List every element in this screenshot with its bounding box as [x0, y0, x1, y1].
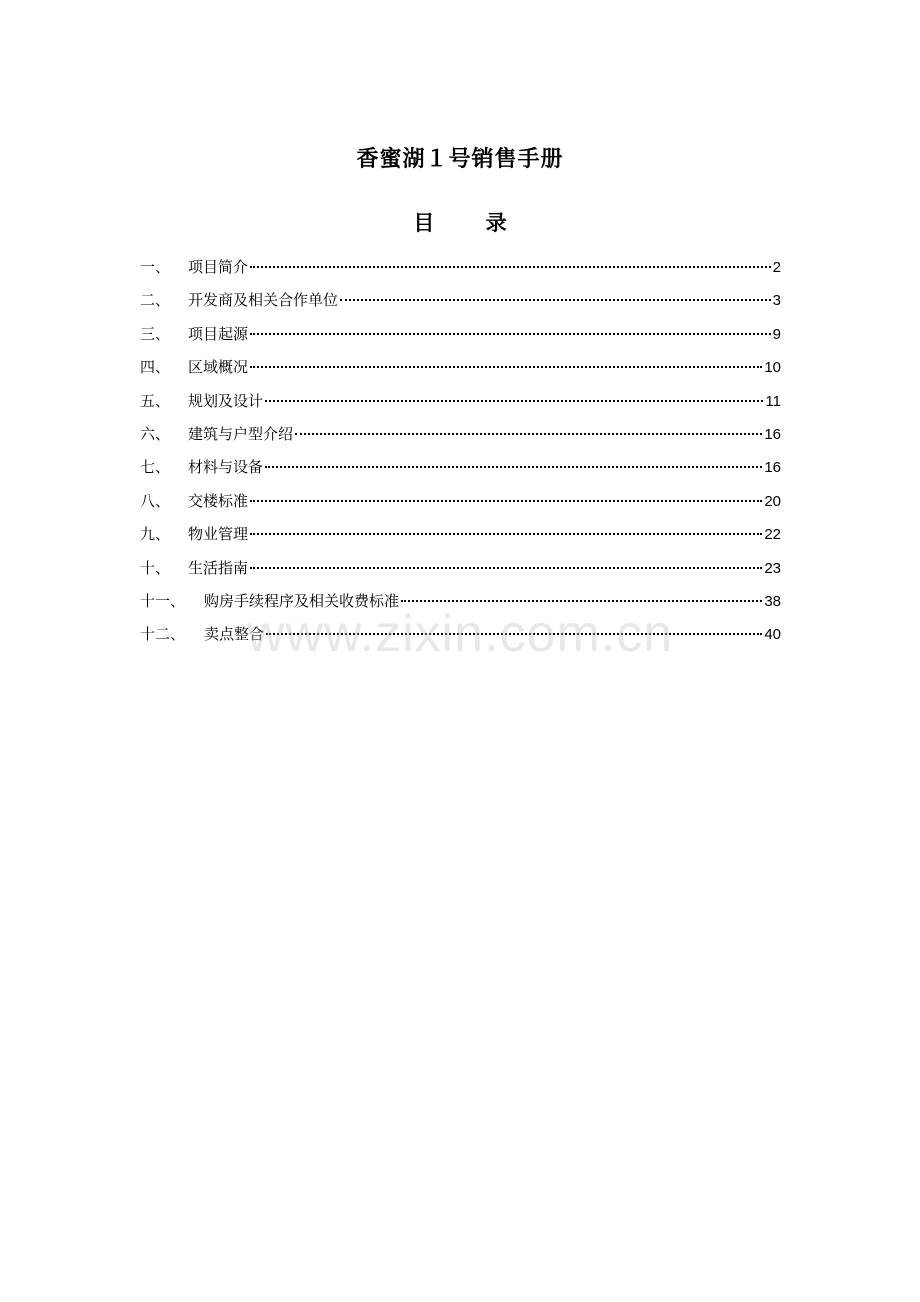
toc-entry-number: 十二、 — [140, 625, 186, 644]
toc-heading: 目 录 — [413, 211, 529, 235]
toc-leader-dots — [250, 266, 771, 268]
toc-entry-page: 10 — [764, 359, 781, 377]
toc-leader-dots — [401, 600, 762, 602]
toc-entry-title: 交楼标准 — [188, 491, 249, 510]
toc-entry[interactable] — [140, 452, 781, 485]
toc-entry[interactable] — [140, 519, 781, 552]
toc-entry[interactable] — [140, 252, 781, 285]
toc-leader-dots — [250, 567, 762, 569]
toc-leader-dots — [250, 333, 771, 335]
toc-entry-number: 九、 — [140, 525, 171, 544]
toc-entry-title: 项目起源 — [188, 324, 249, 343]
toc-entry-number: 八、 — [140, 491, 171, 510]
toc-entry-page: 38 — [764, 592, 781, 610]
toc-entry-page: 16 — [764, 425, 781, 443]
toc-entry-page: 20 — [764, 492, 781, 510]
toc-leader-dots — [340, 299, 771, 301]
toc-entry[interactable] — [140, 285, 781, 318]
toc-entry[interactable] — [140, 553, 781, 586]
toc-leader-dots — [250, 533, 762, 535]
toc-entry-title: 建筑与户型介绍 — [188, 424, 294, 443]
toc-entry-number: 四、 — [140, 358, 171, 377]
toc-leader-dots — [295, 433, 762, 435]
toc-leader-dots — [266, 633, 762, 635]
toc-leader-dots — [250, 366, 762, 368]
toc-entry-page: 16 — [764, 459, 781, 477]
toc-entry-page: 2 — [772, 259, 781, 276]
toc-entry-title: 购房手续程序及相关收费标准 — [204, 591, 400, 610]
toc-leader-dots — [265, 400, 763, 402]
table-of-contents — [140, 252, 781, 653]
toc-entry-number: 十一、 — [140, 591, 186, 610]
toc-leader-dots — [265, 466, 762, 468]
toc-entry[interactable] — [140, 386, 781, 419]
toc-entry-page: 23 — [764, 559, 781, 577]
toc-entry-number: 七、 — [140, 458, 171, 477]
toc-entry-page: 9 — [772, 325, 781, 343]
toc-entry-number: 三、 — [140, 324, 171, 343]
toc-entry[interactable] — [140, 486, 781, 519]
toc-entry-title: 物业管理 — [188, 525, 249, 544]
toc-entry[interactable] — [140, 419, 781, 452]
toc-entry-page: 22 — [764, 526, 781, 544]
toc-entry-title: 项目简介 — [188, 258, 249, 276]
toc-entry-number: 六、 — [140, 424, 171, 443]
toc-entry-number: 十、 — [140, 558, 171, 577]
toc-entry[interactable] — [140, 319, 781, 352]
toc-entry-page: 3 — [772, 292, 781, 310]
toc-entry[interactable] — [140, 586, 781, 619]
toc-entry-title: 区域概况 — [188, 358, 249, 377]
toc-entry-number: 二、 — [140, 291, 171, 310]
toc-leader-dots — [250, 500, 762, 502]
toc-entry-page: 11 — [765, 392, 781, 410]
toc-entry-number: 五、 — [140, 391, 171, 410]
toc-entry-page: 40 — [764, 626, 781, 644]
toc-entry-title: 卖点整合 — [204, 625, 265, 644]
toc-entry-title: 生活指南 — [188, 558, 249, 577]
toc-entry-title: 规划及设计 — [188, 391, 264, 410]
document-title: 香蜜湖１号销售手册 — [356, 147, 564, 172]
toc-entry[interactable] — [140, 619, 781, 652]
toc-entry-title: 材料与设备 — [188, 458, 264, 477]
toc-entry-title: 开发商及相关合作单位 — [188, 291, 339, 310]
toc-entry[interactable] — [140, 352, 781, 385]
toc-entry-number: 一、 — [140, 258, 171, 276]
watermark: www.zixin.com.cn — [246, 605, 674, 663]
